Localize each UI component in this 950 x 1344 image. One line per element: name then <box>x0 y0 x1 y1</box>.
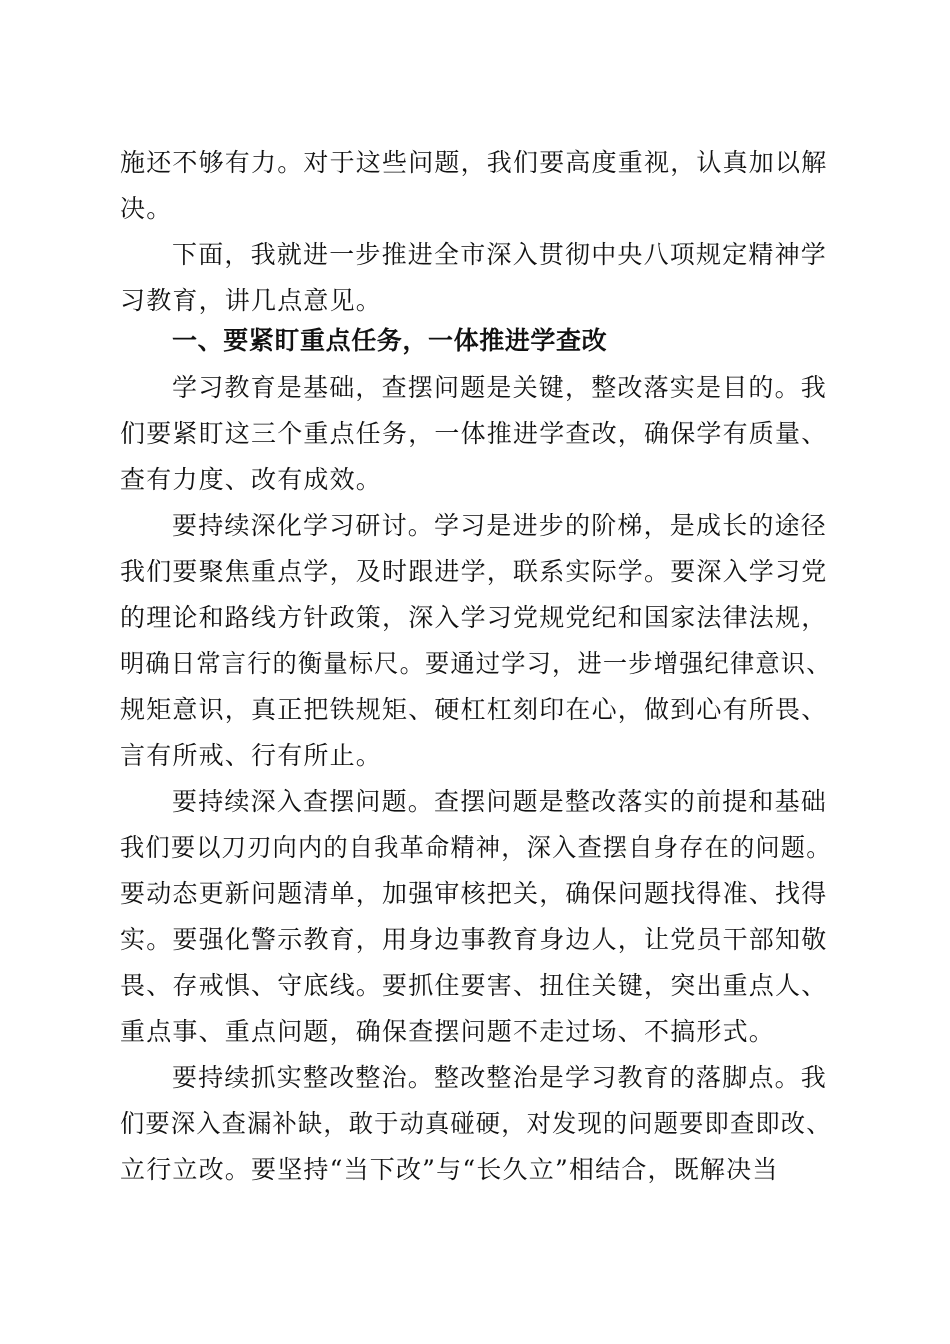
paragraph-start-line: 要持续深化学习研讨。学习是进步的阶梯，是成长的途径 <box>172 511 828 540</box>
text-line: 们要紧盯这三个重点任务，一体推进学查改，确保学有质量、 <box>120 419 828 448</box>
text-line: 要动态更新问题清单，加强审核把关，确保问题找得准、找得 <box>120 879 828 908</box>
text-line: 明确日常言行的衡量标尺。要通过学习，进一步增强纪律意识、 <box>120 649 832 678</box>
text-line: 的理论和路线方针政策，深入学习党规党纪和国家法律法规， <box>120 603 828 632</box>
text-line: 习教育，讲几点意见。 <box>120 286 383 315</box>
section-heading: 一、要紧盯重点任务，一体推进学查改 <box>172 326 608 355</box>
paragraph-start-line: 下面，我就进一步推进全市深入贯彻中央八项规定精神学 <box>172 240 828 269</box>
paragraph-start-line: 要持续深入查摆问题。查摆问题是整改落实的前提和基础 <box>172 787 828 816</box>
text-line: 重点事、重点问题，确保查摆问题不走过场、不搞形式。 <box>120 1017 776 1046</box>
text-line: 立行立改。要坚持“当下改”与“长久立”相结合，既解决当 <box>120 1155 779 1184</box>
text-line: 我们要以刀刃向内的自我革命精神，深入查摆自身存在的问题。 <box>120 833 832 862</box>
text-line: 我们要聚焦重点学，及时跟进学，联系实际学。要深入学习党 <box>120 557 828 586</box>
text-line: 言有所戒、行有所止。 <box>120 741 383 770</box>
paragraph-start-line: 要持续抓实整改整治。整改整治是学习教育的落脚点。我 <box>172 1063 828 1092</box>
text-line: 决。 <box>120 194 173 223</box>
text-line: 规矩意识，真正把铁规矩、硬杠杠刻印在心，做到心有所畏、 <box>120 695 828 724</box>
text-line: 查有力度、改有成效。 <box>120 465 383 494</box>
paragraph-start-line: 学习教育是基础，查摆问题是关键，整改落实是目的。我 <box>172 373 828 402</box>
text-line: 施还不够有力。对于这些问题，我们要高度重视，认真加以解 <box>120 148 828 177</box>
text-line: 们要深入查漏补缺，敢于动真碰硬，对发现的问题要即查即改、 <box>120 1109 832 1138</box>
text-line: 实。要强化警示教育，用身边事教育身边人，让党员干部知敬 <box>120 925 828 954</box>
text-line: 畏、存戒惧、守底线。要抓住要害、扭住关键，突出重点人、 <box>120 971 828 1000</box>
